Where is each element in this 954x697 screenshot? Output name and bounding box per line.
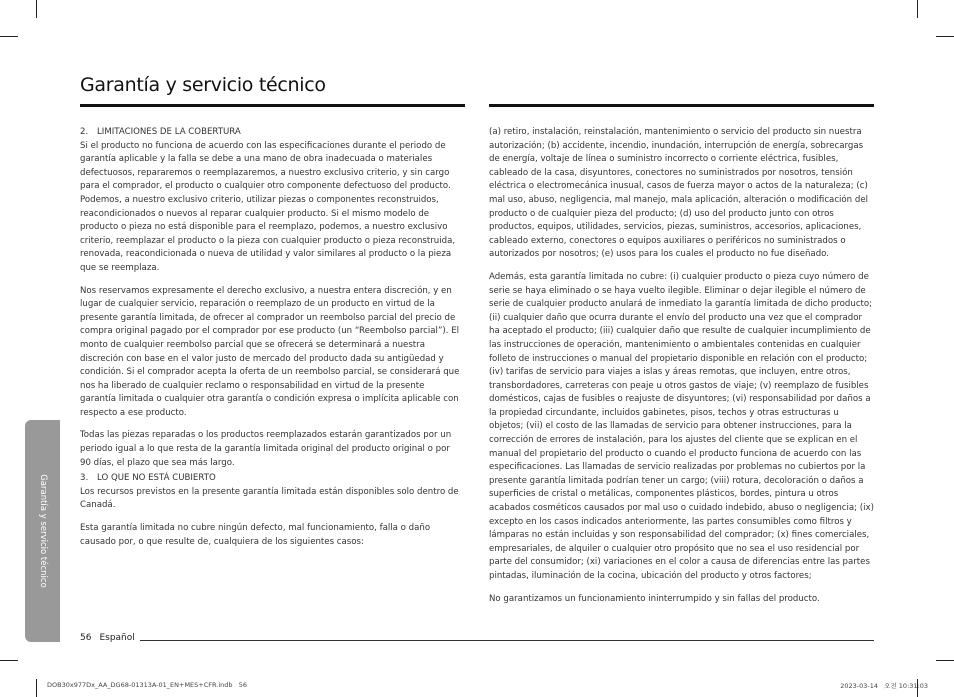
section-3-heading — [80, 472, 462, 486]
footer-rule — [140, 640, 874, 641]
crop-mark — [936, 660, 954, 661]
paragraph: No garantizamos un funcionamiento ininterrumpido y sin fallas del producto. — [489, 593, 820, 604]
page-language: Español — [99, 633, 135, 643]
paragraph: Si el producto no funciona de acuerdo con las especificaciones durante el periodo de garantía aplicable y la falla se debe a una mano de obra inadecuada o materiales defectuosos, repararemos o reemplazaremos, a nuestro exclusivo criterio, y sin cargo para el comprador, el producto o cualquier otro componente defectuoso del producto. Podemos, a nuestro exclusivo criterio, utilizar piezas o componentes reconstruidos, reacondicionados o nuevos al reparar cualquier producto. Si el mismo modelo de producto o pieza no está disponible para el reemplazo, podemos, a nuestro exclusivo criterio, reemplazar el producto o la pieza con cualquier producto o pieza reconstruida, renovada, reacondicionada o nueva de utilidad y valor similares al producto o la pieza que se reemplaza. — [80, 140, 456, 273]
crop-mark — [36, 679, 37, 697]
crop-mark — [917, 0, 918, 18]
chapter-side-tab — [25, 420, 60, 642]
section-number: 2. — [80, 127, 89, 137]
right-heading-rule — [489, 104, 874, 107]
paragraph: Los recursos previstos en la presente garantía limitada están disponibles solo dentro de Canadá. — [80, 486, 459, 511]
crop-mark — [0, 36, 18, 37]
left-heading-rule — [80, 104, 465, 107]
paragraph: Además, esta garantía limitada no cubre: (i) cualquier producto o pieza cuyo número de serie se haya eliminado o se haya vuelto ilegible. Eliminar o dejar ilegible el número de serie de cualquier producto anulará de inmediato la garantía limitada de dicho producto; (ii) cualquier daño que ocurra durante el envío del producto una vez que el comprador ha aceptado el producto; (iii) cualquier daño que resulte de cualquier incumplimiento de las instrucciones de operación, mantenimiento o ambientales contenidas en cualquier folleto de instrucciones o manual del propietario disponible en relación con el producto; (iv) tarifas de servicio para viajes a islas y áreas remotas, que incluyen, entre otros, transbordadores, carreteras con peaje u otros gastos de viaje; (v) reemplazo de fusibles domésticos, cajas de fusibles o reajuste de disyuntores; (vi) responsabilidad por daños a la propiedad circundante, incluidos gabinetes, pisos, techos y otras estructuras u objetos; (vii) el costo de las llamadas de servicio para obtener instrucciones, para la corrección de errores de instalación, para los ajustes del cliente que se explican en el manual del propietario del producto o cuando el producto funciona de acuerdo con las especificaciones. Las llamadas de servicio realizadas por problemas no cubiertos por la presente garantía limitada podrían tener un cargo; (viii) rotura, decoloración o daños a superficies de cristal o metálicas, componentes plásticos, bordes, pintura u otros acabados cosméticos causados por mal uso o cuidado indebido, abuso o negligencia; (ix) excepto en los casos indicados anteriormente, las partes consumibles como filtros y lámparas no están incluidas y son responsabilidad del comprador; (x) fines comerciales, empresariales, de alquiler o cualquier otro propósito que no sea el uso residencial por parte del consumidor; (xi) variaciones en el color a causa de diferencias entre las partes pintadas, iluminación de la cocina, ubicación del producto y otros factores; — [489, 271, 874, 581]
page-number: 56 — [80, 633, 92, 643]
section-2-heading — [80, 126, 462, 140]
right-column — [489, 126, 874, 615]
paragraph: Todas las piezas reparadas o los productos reemplazados estarán garantizados por un periodo igual a lo que resta de la garantía limitada original del producto original o por 90 días, el plazo que sea más largo. — [80, 430, 452, 468]
section-heading-text: LO QUE NO ESTÁ CUBIERTO — [97, 473, 216, 484]
paragraph: (a) retiro, instalación, reinstalación, mantenimiento o servicio del producto sin nuestra autorización; (b) accidente, incendio, inundación, interrupción de energía, sobrecargas de energía, voltaje de línea o suministro incorrecto o corriente eléctrica, fusibles, cableado de la casa, disyuntores, conectores no suministrados por nosotros, tensión eléctrica o electromecánica inusual, casos de fuerza mayor o actos de la naturaleza; (c) mal uso, abuso, negligencia, mal manejo, mala aplicación, alteración o modificación del producto o de cualquier pieza del producto; (d) uso del producto junto con otros productos, equipos, utilidades, servicios, piezas, suministros, accesorios, aplicaciones, cableado externo, conectores o equipos auxiliares o periféricos no suministrados o autorizados por nosotros; (e) usos para los cuales el producto no fue diseñado. — [489, 127, 868, 260]
page-title: Garantía y servicio técnico — [80, 74, 326, 96]
section-heading-text: LIMITACIONES DE LA COBERTURA — [97, 127, 241, 137]
print-file-slug: DOB30x977Dx_AA_DG68-01313A-01_EN+MES+CFR.indb 56 — [47, 681, 248, 689]
print-timestamp: 2023-03-14 오전 10:31:03 — [840, 682, 928, 690]
paragraph: Nos reservamos expresamente el derecho exclusivo, a nuestra entera discreción, y en lugar de cualquier servicio, reparación o reemplazo de un producto en virtud de la presente garantía limitada, de ofrecer al comprador un reembolso parcial del precio de compra original pagado por el comprador por ese producto (un “Reembolso parcial”). El monto de cualquier reembolso parcial que se ofrecerá se determinará a nuestra discreción con base en el valor justo de mercado del producto dada su antigüedad y condición. Si el comprador acepta la oferta de un reembolso parcial, se considerará que nos ha liberado de cualquier reclamo o responsabilidad en virtud de la presente garantía limitada o cualquier otra garantía o condición expresa o implícita aplicable con respecto a ese producto. — [80, 285, 460, 418]
page-number-block — [80, 633, 135, 643]
crop-mark — [36, 0, 37, 18]
crop-mark — [936, 36, 954, 37]
section-number: 3. — [80, 473, 89, 484]
side-tab-label: Garantía y servicio técnico — [37, 474, 48, 588]
crop-mark — [0, 660, 18, 661]
paragraph: Esta garantía limitada no cubre ningún defecto, mal funcionamiento, falla o daño causado por, o que resulte de, cualquiera de los siguientes casos: — [80, 523, 431, 547]
left-column — [80, 126, 462, 558]
